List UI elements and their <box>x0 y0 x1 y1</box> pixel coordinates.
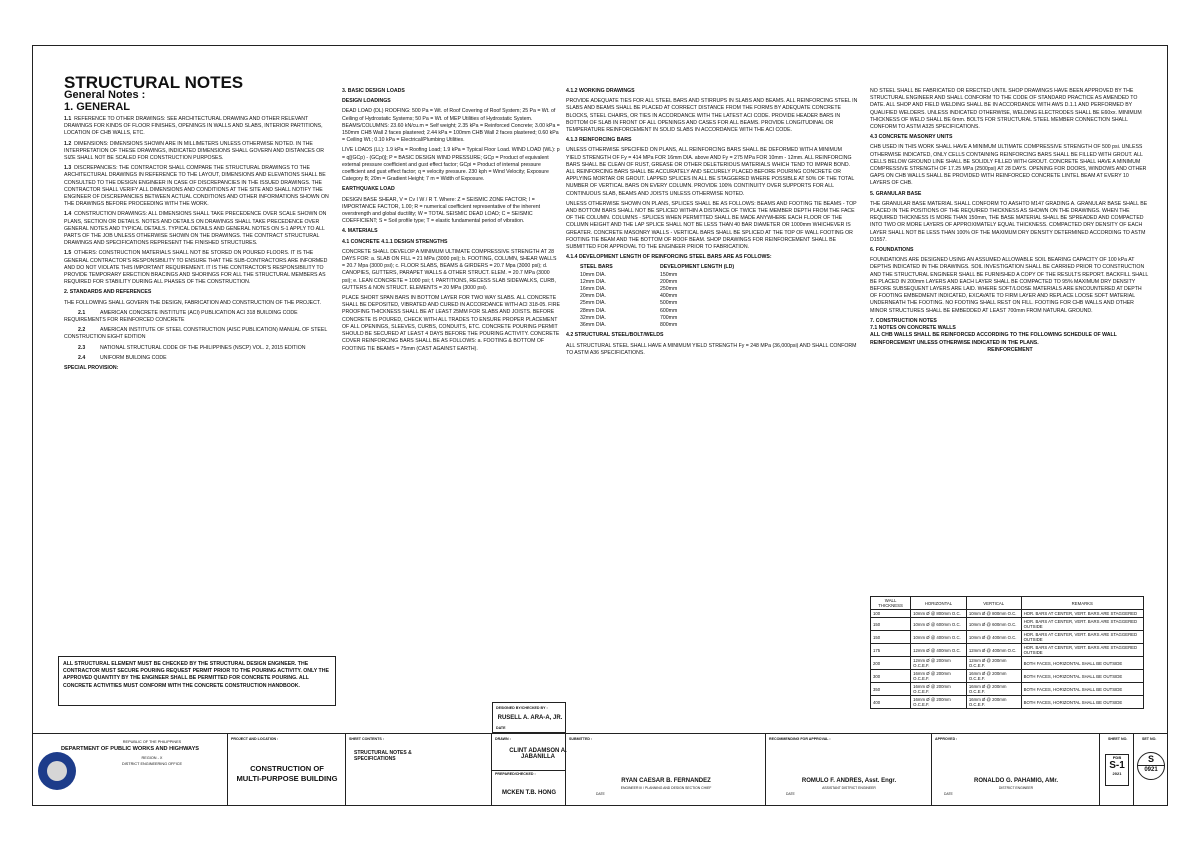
dev-bar-size: 25mm DIA. <box>580 300 606 307</box>
dev-length-value: 150mm <box>660 271 678 278</box>
dead-load-text: DEAD LOAD (DL) ROOFING: 500 Pa = Wt. of Roof Covering of Roof System; 25 Pa = Wt. of Ceiling of Hydrostatic Systems; 50 Pa = Wt. of MEP Utilities of Hydrostatic System. BEAMS/COLUMNS: 23.60 kN/cu.m = Self weight; 2.35 kPa = Reinforced Concrete; 3.00 kPa = 150mm CHB Wall 2 faces plastered; 2.44 kPa = 100mm CHB Wall 2 faces plastered; 0.60 kPa = Ceiling Wt.; 0.10 kPa = Electrical/Plumbing Utilities. <box>342 108 560 144</box>
agency-region: REGION - X <box>141 756 163 760</box>
submitted-date: DATE <box>596 792 605 796</box>
approved-label: APPROVED : <box>935 737 958 741</box>
dev-length-value: 400mm <box>660 293 678 300</box>
standard-text: UNIFORM BUILDING CODE <box>100 354 167 361</box>
structural-steel-heading: 4.2 STRUCTURAL STEEL/BOLT/WELDS <box>566 332 664 339</box>
sheet-number-label: SHEET NO. <box>1108 737 1128 741</box>
section-number: 1.1 <box>64 116 72 122</box>
standard-text: AMERICAN INSTITUTE OF STEEL CONSTRUCTION (AISC PUBLICATION) MANUAL OF STEEL CONSTRUCTION EIGHT EDITION <box>64 327 328 341</box>
dev-length-row <box>566 315 858 322</box>
table-cell: 200 <box>871 657 911 670</box>
column-masonry-foundations <box>870 88 1150 354</box>
recommending-date: DATE <box>786 792 795 796</box>
standards-intro: THE FOLLOWING SHALL GOVERN THE DESIGN, FABRICATION AND CONSTRUCTION OF THE PROJECT. <box>64 299 321 306</box>
sheet-contents-cell <box>346 734 492 806</box>
masonry-text: CHB USED IN THIS WORK SHALL HAVE A MINIMUM ULTIMATE COMPRESSIVE STRENGTH OF 500 psi. UNLESS OTHERWISE INDICATED, ONLY CELLS CONTAINING REINFORCING BARS SHALL BE FILLED WITH GROUT. ALL CELLS BELOW GROUND LINE SHALL BE SOLIDLY FILLED WITH GROUT. CONCRETE SHALL HAVE A MINIMUM COMPRESSIVE STRENGTH OF 17.25 MPa (2500psi) AT 28 DAYS. OPENING FOR DOORS, WINDOWS AND OTHER GAPS ON CHB WALLS SHALL BE PROVIDED WITH REINFORCED CONCRETE LINTEL BEAM AT EVERY 10 LAYERS OF CHB. <box>870 144 1147 187</box>
agency-office: DISTRICT ENGINEERING OFFICE <box>121 762 183 766</box>
standard-text: NATIONAL STRUCTURAL CODE OF THE PHILIPPINES (NSCP) VOL. 2, 2015 EDITION <box>100 344 306 351</box>
reinforcing-bars-text: UNLESS OTHERWISE SPECIFIED ON PLANS, ALL REINFORCING BARS SHALL BE DEFORMED WITH A MINIMUM YIELD STRENGTH OF Fy = 414 MPa FOR 16mm DIA. above AND Fy = 275 MPa FOR 10mm - 12mm. ALL REINFORCING BARS SHALL BE CLEAN OF RUST, GREASE OR OTHER DELETERIOUS MATERIALS WHICH TEND TO IMPAIR BOND. ALL REINFORCING BARS SHALL BE ACCURATELY AND SECURELY PLACED BEFORE POURING CONCRETE OR APPLYING MORTAR OR GROUT. LAPPED SPLICES IN ALL BE STAGGERED WHERE POSSIBLE AT 50% OF THE TOTAL NUMBER OF VERTICAL BARS ON EVERY COLUMN. PROVIDE 100% CONTINUITY OVER SUPPORTS FOR ALL CONTINUOUS SLAB, BEAMS AND JOISTS UNLESS OTHERWISE NOTED. <box>566 147 855 197</box>
dev-bar-size: 32mm DIA. <box>580 314 606 321</box>
concrete-strength-text: CONCRETE SHALL DEVELOP A MINIMUM ULTIMATE COMPRESSIVE STRENGTH AT 28 DAYS FOR: a. SLAB ON FILL = 21 MPa (3000 psi); b. FOOTING, COLUMN, SHEAR WALLS = 20.7 Mpa (3000 psi); c. FLOOR SLABS, BEAMS & GIRDERS = 20.7 Mpa (3000 psi); d. CANOPIES, GUTTERS, PARAPET WALLS & OTHER STRUCT. ELEM. = 20.7 MPa (3000 psi); e. LEAN CONCRETE = 1000 psi; f. PARTITIONS, RECESS SLAB SIDEWALKS, CURB, GUTTERS & NON STRUCT. ELEMENTS = 20 MPa (3000 psi). <box>342 248 557 291</box>
table-cell: BOTH FACES, HORIZONTAL SHALL BE OUTSIDE <box>1021 670 1143 683</box>
table-row <box>871 644 1144 657</box>
approved-date: DATE <box>944 792 953 796</box>
table-row <box>871 696 1144 709</box>
dev-col-length: DEVELOPMENT LENGTH (LD) <box>660 264 735 271</box>
table-cell: 10mm Ø @ 600mm O.C. <box>966 618 1021 631</box>
table-body <box>871 610 1144 709</box>
table-cell: 16mm Ø @ 200mm O.C.E.F. <box>966 696 1021 709</box>
dev-length-value: 800mm <box>660 322 678 329</box>
table-cell: 150 <box>871 631 911 644</box>
set-number-cell <box>1134 734 1168 806</box>
dev-bar-size: 36mm DIA. <box>580 322 606 329</box>
table-row <box>871 670 1144 683</box>
dev-length-row <box>566 300 858 307</box>
dev-length-row <box>566 279 858 286</box>
construction-notes-heading: 7. CONSTRUCTION NOTES <box>870 317 937 324</box>
table-row <box>871 618 1144 631</box>
table-cell: 10mm Ø @ 400mm O.C. <box>911 631 967 644</box>
page-subtitle: General Notes : <box>64 89 146 101</box>
title-block <box>32 733 1168 806</box>
submitted-label: SUBMITTED : <box>569 737 593 741</box>
note-1-2: DIMENSIONS: DIMENSIONS SHOWN ARE IN MILLIMETERS UNLESS OTHERWISE NOTED. IN THE INTERPRETATION OF THESE DRAWINGS, INDICATED DIMENSIONS SHALL GOVERN AND DISTANCES OR SIZE SHALL NOT BE SCALED FOR CONSTRUCTION PURPOSES. <box>64 140 324 162</box>
reinforcing-bars-heading: 4.1.3 REINFORCING BARS <box>566 137 632 144</box>
table-header-cell: HORIZONTAL <box>911 597 967 610</box>
table-cell: 12mm Ø @ 200mm O.C.E.F. <box>911 657 967 670</box>
designed-date-label: DATE <box>496 726 506 730</box>
table-row <box>871 631 1144 644</box>
standard-item <box>64 345 334 352</box>
note-1-5: OTHERS: CONSTRUCTION MATERIALS SHALL NOT BE STORED ON POURED FLOORS. IT IS THE GENERAL CONTRACTOR'S RESPONSIBILITY TO ENSURE THAT THE SUB-CONTRACTORS ARE INFORMED AND DO NOT VIOLATE THIS IMPORTANT REQUIREMENT. IT IS THE CONTRACTOR'S RESPONSIBILITY TO PROVIDE TEMPORARY ERECTION BRACINGS AND SHORINGS FOR ALL THE STRUCTURAL MEMBERS AS REQUIRED FOR STABILITY DURING ALL PHASES OF THE CONSTRUCTION. <box>64 250 328 286</box>
development-length-header <box>566 264 858 271</box>
dev-bar-size: 16mm DIA. <box>580 286 606 293</box>
approved-name: RONALDO G. PAHAMIG, AMr. <box>974 778 1058 784</box>
table-header-cell: VERTICAL <box>966 597 1021 610</box>
table-cell: 10mm Ø @ 800mm O.C. <box>911 610 967 618</box>
section-number: 1.3 <box>64 165 72 172</box>
table-cell: 12mm Ø @ 400mm O.C. <box>911 644 967 657</box>
dev-bar-size: 10mm DIA. <box>580 271 606 278</box>
sheet-number-cell <box>1100 734 1134 806</box>
project-line-2: MULTI-PURPOSE BUILDING <box>236 774 338 783</box>
table-cell: 10mm Ø @ 400mm O.C. <box>966 631 1021 644</box>
table-row <box>871 657 1144 670</box>
dev-length-value: 250mm <box>660 286 678 293</box>
section-number: 1.5 <box>64 250 72 257</box>
submitted-cell <box>566 734 766 806</box>
project-label: PROJECT AND LOCATION : <box>231 737 279 741</box>
standards-heading: 2. STANDARDS AND REFERENCES <box>64 289 152 296</box>
foundations-text: FOUNDATIONS ARE DESIGNED USING AN ASSUMED ALLOWABLE SOIL BEARING CAPACITY OF 100 kPa AT DEPTHS INDICATED IN THE DRAWINGS. SOIL INVESTIGATION SHALL BE CARRIED PRIOR TO CONSTRUCTION AND THE STRUCTURAL ENGINEER SHALL BE FURNISHED A COPY OF THE RESULTS REPORT. BACKFILL SHALL BE PLACED IN 200mm LAYERS AND EACH LAYER SHALL BE COMPACTED TO 95% MAXIMUM DRY DENSITY BEFORE SUBSEQUENT LAYERS ARE LAID. WHERE SOFT/LOOSE MATERIALS ARE ENCOUNTERED AT DEPTH OF FOOTING EMBEDMENT INDICATED, EXCAVATE TO FIRM LAYER AND REPLACE LOOSE SOFT MATERIAL UNDERNEATH THE FOOTING. NO FOOTING SHALL REST ON FILL. FOOTING FOR CHB WALLS AND OTHER MINOR STRUCTURES SHALL BE EMBEDDED AT LEAST 700mm FROM NATURAL GROUND. <box>870 257 1149 314</box>
sheet-contents-label: SHEET CONTENTS : <box>349 737 384 741</box>
table-header-cell: REMARKS <box>1021 597 1143 610</box>
dev-length-row <box>566 272 858 279</box>
table-cell: 100 <box>871 610 911 618</box>
table-cell: 150 <box>871 618 911 631</box>
prepared-label: PREPARED/CHECKED : <box>495 772 536 776</box>
table-cell: BOTH FACES, HORIZONTAL SHALL BE OUTSIDE <box>1021 683 1143 696</box>
drawn-name: CLINT ADAMSON A. JABANILLA <box>509 748 567 760</box>
design-loads-heading: 3. BASIC DESIGN LOADS <box>342 88 405 94</box>
standard-number: 2.2 <box>78 327 86 334</box>
set-number-circle <box>1137 752 1165 780</box>
table-cell: 12mm Ø @ 400mm O.C. <box>966 644 1021 657</box>
dev-length-row <box>566 322 858 329</box>
table-cell: 350 <box>871 683 911 696</box>
page-title: STRUCTURAL NOTES <box>64 73 244 92</box>
live-wind-load-text: LIVE LOADS (LL): 1.9 kPa = Roofing Load; 1.9 kPa = Typical Floor Load. WIND LOAD (WL): p = q[(GCp) - (GCpi)]; P = BASIC DESIGN WIND PRESSURE; GCp = Product of equivalent external pressure coefficient and gust effect factor; GCpi = Product of internal pressure coefficient and gust effect factor; q = velocity pressure. 230 kph = Wind Velocity; Exposure Category B; 20m = Gradient Height; 7 m = Width of Exposure. <box>342 147 560 183</box>
working-drawings-text: PROVIDE ADEQUATE TIES FOR ALL STEEL BARS AND STIRRUPS IN SLABS AND BEAMS. ALL REINFORCING STEEL IN SLABS AND BEAMS SHALL BE PLACED AT CORRECT DISTANCE FROM THE FORMS BY ADEQUATE CONCRETE BLOCKS, STEEL CHAIRS, OR TIES IN ACCORDANCE WITH THE LATEST ACI CODE. PROVIDE HEADER BARS IN BOTTOM OF SLAB IN FRONT OF ALL OPENINGS AND CASES FOR ALL BEAMS. PROVIDE LONGITUDINAL OR TEMPERATURE REINFORCEMENT IN SOLID SLABS IN ACCORDANCE WITH THE ACI CODE. <box>566 98 858 134</box>
table-cell: BOTH FACES, HORIZONTAL SHALL BE OUTSIDE <box>1021 657 1143 670</box>
standard-item <box>64 355 334 362</box>
column-design-loads <box>342 88 560 356</box>
drawn-cell <box>492 734 566 806</box>
agency-name: DEPARTMENT OF PUBLIC WORKS AND HIGHWAYS <box>60 746 200 752</box>
column-reinforcing <box>566 88 858 360</box>
earthquake-heading: EARTHQUAKE LOAD <box>342 186 395 193</box>
designed-by-box <box>492 702 566 733</box>
table-cell: HOR. BARS AT CENTER, VERT. BARS ARE STAGGERED <box>1021 610 1143 618</box>
table-cell: HOR. BARS AT CENTER, VERT. BARS ARE STAGGERED OUTSIDE <box>1021 618 1143 631</box>
table-row <box>871 683 1144 696</box>
design-loadings-label: DESIGN LOADINGS <box>342 98 391 105</box>
sheet-contents-value: STRUCTURAL NOTES & SPECIFICATIONS <box>354 750 412 762</box>
submitted-name: RYAN CAESAR B. FERNANDEZ <box>621 778 711 784</box>
designed-by-name: RUSELL A. ARA-A, JR. <box>497 715 563 721</box>
general-heading: 1. GENERAL <box>64 101 131 113</box>
table-cell: 400 <box>871 696 911 709</box>
table-cell: 300 <box>871 670 911 683</box>
table-cell: 16mm Ø @ 200mm O.C.E.F. <box>911 696 967 709</box>
table-cell: 16mm Ø @ 200mm O.C.E.F. <box>911 683 967 696</box>
table-cell: 10mm Ø @ 600mm O.C. <box>911 618 967 631</box>
submitted-title: ENGINEER III / PLANNING AND DESIGN SECTION CHIEF <box>620 786 712 790</box>
dev-bar-size: 12mm DIA. <box>580 278 606 285</box>
dev-bar-size: 28mm DIA. <box>580 307 606 314</box>
approved-title: DISTRICT ENGINEER <box>998 786 1034 790</box>
table-cell: 10mm Ø @ 800mm O.C. <box>966 610 1021 618</box>
set-letter: S <box>1138 753 1164 766</box>
set-number-label: SET NO. <box>1142 737 1157 741</box>
recommending-cell <box>766 734 932 806</box>
concrete-heading: 4.1 CONCRETE 4.1.1 DESIGN STRENGTHS <box>342 238 448 245</box>
granular-base-text: THE GRANULAR BASE MATERIAL SHALL CONFORM TO AASHTO M147 GRADING A. GRANULAR BASE SHALL BE PLACED IN THE POSITIONS OF THE REQUIRED THICKNESS AS SHOWN ON THE DRAWINGS. WHEN THE REQUIRED THICKNESS IS MORE THAN 150mm, THE BASE MATERIAL SHALL BE SPREADED AND COMPACTED INTO TWO OR MORE LAYERS OF APPROXIMATELY EQUAL THICKNESS. COMPACTED DRY DENSITY OF EACH LAYER SHALL NOT BE LESS THAN 100% OF THE MAXIMUM DRY DENSITY DETERMINED ACCORDING TO ASTM D1557. <box>870 200 1148 243</box>
dev-length-value: 600mm <box>660 307 678 314</box>
standard-item <box>64 310 334 324</box>
sheet-year: 2021 <box>1112 771 1122 776</box>
sheet-prefix: PDB <box>1112 755 1122 760</box>
note-1-4: CONSTRUCTION DRAWINGS: ALL DIMENSIONS SHALL TAKE PRECEDENCE OVER SCALE SHOWN ON PLANS, SECTION OR DETAILS. NOTES AND DETAILS ON DRAWINGS SHALL TAKE PRECEDENCE OVER GENERAL NOTES AND TYPICAL DETAILS. TYPICAL DETAILS AND GENERAL NOTES ON S-1 APPLY TO ALL PARTS OF THE JOB UNLESS OTHERWISE SHOWN ON THE DRAWINGS. THE CONTRACT STRUCTURAL DRAWINGS AND SPECIFICATIONS REPRESENT THE FINISHED STRUCTURES. <box>64 211 327 247</box>
special-provision-box <box>58 656 336 706</box>
table-header-cell: WALL THICKNESS <box>871 597 911 610</box>
recommending-name: ROMULO F. ANDRES, Asst. Engr. <box>801 778 897 784</box>
sheet-number: S-1 <box>1109 760 1125 771</box>
dev-length-value: 500mm <box>660 300 678 307</box>
designed-by-label: DESIGNED BY/CHECKED BY : <box>496 706 548 710</box>
foundations-heading: 6. FOUNDATIONS <box>870 247 914 254</box>
note-1-1: REFERENCE TO OTHER DRAWINGS: SEE ARCHITECTURAL DRAWING AND OTHER RELEVANT DRAWINGS FOR KINDS OF FLOOR FINISHES, OPENINGS IN WALLS AND SLABS, INTERIOR PARTITIONS, LOCATION OF CHB WALLS, ETC. <box>64 116 323 137</box>
development-length-table <box>566 272 858 330</box>
standard-number: 2.3 <box>78 344 86 351</box>
agency-republic: REPUBLIC OF THE PHILIPPINES <box>122 740 182 744</box>
table-cell: 16mm Ø @ 200mm O.C.E.F. <box>966 683 1021 696</box>
standard-text: AMERICAN CONCRETE INSTITUTE (ACI) PUBLICATION ACI 318 BUILDING CODE REQUIREMENTS FOR REINFORCED CONCRETE <box>64 309 298 324</box>
table-cell: 16mm Ø @ 200mm O.C.E.F. <box>966 670 1021 683</box>
table-cell: HOR. BARS AT CENTER, VERT. BARS ARE STAGGERED OUTSIDE <box>1021 631 1143 644</box>
prepared-name: MCKEN T.B. HONG <box>502 790 556 796</box>
recommending-title: ASSISTANT DISTRICT ENGINEER <box>822 786 876 790</box>
construction-notes-text: ALL CHB WALLS SHALL BE REINFORCED ACCORDING TO THE FOLLOWING SCHEDULE OF WALL REINFORCEMENT UNLESS OTHERWISE INDICATED IN THE PLANS. <box>870 332 1117 346</box>
construction-notes-subheading: 7.1 NOTES ON CONCRETE WALLS <box>870 325 956 332</box>
dev-bar-size: 20mm DIA. <box>580 293 606 300</box>
working-drawings-heading: 4.1.2 WORKING DRAWINGS <box>566 88 635 94</box>
column-general-notes <box>64 116 334 375</box>
project-line-1: CONSTRUCTION OF <box>250 764 324 773</box>
development-length-heading: 4.1.4 DEVELOPMENT LENGTH OF REINFORCING STEEL BARS ARE AS FOLLOWS: <box>566 254 772 261</box>
structural-steel-text: ALL STRUCTURAL STEEL SHALL HAVE A MINIMUM YIELD STRENGTH Fy = 248 MPa (36,000psi) AND SHALL CONFORM TO ASTM A36 SPECIFICATIONS. <box>566 342 857 356</box>
standards-list <box>64 310 334 362</box>
granular-base-heading: 5. GRANULAR BASE <box>870 190 922 197</box>
earthquake-text: DESIGN BASE SHEAR, V = Cv I W / R T. Where: Z = SEISMIC ZONE FACTOR; I = IMPORTANCE FACTOR, 1.00; R = numerical coefficient representative of the inherent overstrength and global ductility; W = TOTAL SEISMIC DEAD LOAD; C = SEISMIC COEFFICIENT; S = Soil profile type; T = elastic fundamental period of vibration. <box>342 196 541 225</box>
materials-heading: 4. MATERIALS <box>342 228 378 235</box>
reinforcement-title: REINFORCEMENT <box>987 346 1033 353</box>
sheet-number-badge <box>1105 754 1129 786</box>
set-number: 0921 <box>1144 767 1158 773</box>
special-provision-heading: SPECIAL PROVISION: <box>64 365 119 372</box>
recommending-label: RECOMMENDING FOR APPROVAL : <box>769 737 831 741</box>
dpwh-seal-logo <box>38 752 76 790</box>
table-cell: 16mm Ø @ 200mm O.C.E.F. <box>911 670 967 683</box>
dev-length-value: 200mm <box>660 278 678 285</box>
section-number: 1.2 <box>64 140 72 147</box>
table-row <box>871 610 1144 618</box>
splices-text: UNLESS OTHERWISE SHOWN ON PLANS, SPLICES SHALL BE AS FOLLOWS: BEAMS AND FOOTING TIE BEAMS - TOP AND BOTTOM BARS SHALL NOT BE SPLICED WITHIN A DISTANCE OF TWICE THE MEMBER DEPTH FROM THE FACE OF THE COLUMN. COLUMNS - SPLICES WHEN PERMITTED SHALL BE MADE ANYWHERE EACH FLOOR OF THE COLUMN HEIGHT AND THE LAP SPLICE SHALL NOT BE LESS THAN 40 BAR DIAMETER OR 1000mm WHICHEVER IS GREATER. CONCRETE MASONRY WALLS - VERTICAL BARS SHALL BE SPLICED AT THE TOP OF WALL FOOTING OR FOOTING TIE BEAM AND THE BOTTOM OF ROOF BEAM. SHOP DRAWINGS FOR REINFORCEMENT SHALL BE SUBMITTED FOR APPROVAL TO THE ENGINEER PRIOR TO FABRICATION. <box>566 200 857 251</box>
steel-fabrication-text: NO STEEL SHALL BE FABRICATED OR ERECTED UNTIL SHOP DRAWINGS HAVE BEEN APPROVED BY THE STRUCTURAL ENGINEER AND SHALL CONFORM TO THE CODE OF STANDARD PRACTICE AS AMENDED TO DATE. ALL SHOP AND FIELD WELDING SHALL BE IN ACCORDANCE WITH AWS D.1.1 AND PERFORMED BY QUALIFIED WELDERS. UNLESS INDICATED OTHERWISE, WELDING ELECTRODES SHALL BE E60xx. MINIMUM THICKNESS OF WELD SHALL BE 6mm. BOLTS FOR STRUCTURAL STEEL MEMBER CONNECTION SHALL CONFORM TO ASTM A325 SPECIFICATIONS. <box>870 88 1142 131</box>
table-cell: BOTH FACES, HORIZONTAL SHALL BE OUTSIDE <box>1021 696 1143 709</box>
standard-item <box>64 327 334 341</box>
table-cell: 175 <box>871 644 911 657</box>
masonry-heading: 4.3 CONCRETE MASONRY UNITS <box>870 134 953 141</box>
wall-reinforcement-table <box>870 596 1144 709</box>
standard-number: 2.4 <box>78 354 86 361</box>
dev-col-steel-bars: STEEL BARS <box>580 264 613 271</box>
divider <box>492 770 566 771</box>
note-1-3: DISCREPANCIES: THE CONTRACTOR SHALL COMPARE THE STRUCTURAL DRAWINGS TO THE ARCHITECTURAL DRAWINGS IN REFERENCE TO THE LAYOUT, DIMENSIONS AND ELEVATIONS SHALL BE CONSULTED TO THE DESIGN ENGINEER IN CASE OF DISCREPANCIES IN THE ISSUED DRAWINGS. THE CONTRACTOR SHALL VERIFY ALL DIMENSIONS AND CONDITIONS AT THE SITE AND SHALL NOTIFY THE ENGINEER OF DISCREPANCIES BETWEEN ACTUAL CONDITIONS AND OTHER INFORMATIONS SHOWN ON THE DRAWINGS BEFORE PROCEEDING WITH THE WORK. <box>64 165 329 208</box>
dev-length-value: 700mm <box>660 314 678 321</box>
dev-length-row <box>566 293 858 300</box>
section-number: 1.4 <box>64 211 72 218</box>
standard-number: 2.1 <box>78 309 86 316</box>
project-cell <box>228 734 346 806</box>
special-provision-text: ALL STRUCTURAL ELEMENT MUST BE CHECKED BY THE STRUCTURAL DESIGN ENGINEER. THE CONTRACTOR MUST SECURE POURING REQUEST PERMIT PRIOR TO THE POURING ACTIVITY. ONLY THE APPROVED QUANTITY BY THE ENGINEER SHALL BE PERMITTED FOR CONCRETE POURING. ALL CONCRETE ACTIVITIES MUST CONFORM WITH THE CONCRETE CONSTRUCTION HANDBOOK. <box>63 661 329 689</box>
table-cell: HOR. BARS AT CENTER, VERT. BARS ARE STAGGERED OUTSIDE <box>1021 644 1143 657</box>
concrete-notes-text: PLACE SHORT SPAN BARS IN BOTTOM LAYER FOR TWO WAY SLABS. ALL CONCRETE SHALL BE DEPOSITED, VIBRATED AND CURED IN ACCORDANCE WITH ACI 318-05. FIRE PROOFING THICKNESS SHALL BE AT LEAST 25MM FOR SLABS AND JOISTS. BEFORE CONCRETE IS POURED, CHECK WITH ALL TRADES TO ENSURE PROPER PLACEMENT OF ALL OPENINGS, SLEEVES, CURBS, CONDUITS, ETC. CONCRETE POURING PERMIT SHOULD BE SECURED AT LEAST 4 DAYS BEFORE THE POURING ACTIVITY. CONCRETE COVER REINFORCING BARS SHALL BE AS FOLLOWS: a. FOOTING & BOTTOM OF FOOTING TIE BEAMS = 75mm (CAST AGAINST EARTH). <box>342 295 560 352</box>
drawn-label: DRAWN : <box>495 737 511 741</box>
table-header-row <box>871 597 1144 610</box>
dev-length-row <box>566 286 858 293</box>
table-cell: 12mm Ø @ 200mm O.C.E.F. <box>966 657 1021 670</box>
approved-cell <box>932 734 1100 806</box>
dev-length-row <box>566 308 858 315</box>
